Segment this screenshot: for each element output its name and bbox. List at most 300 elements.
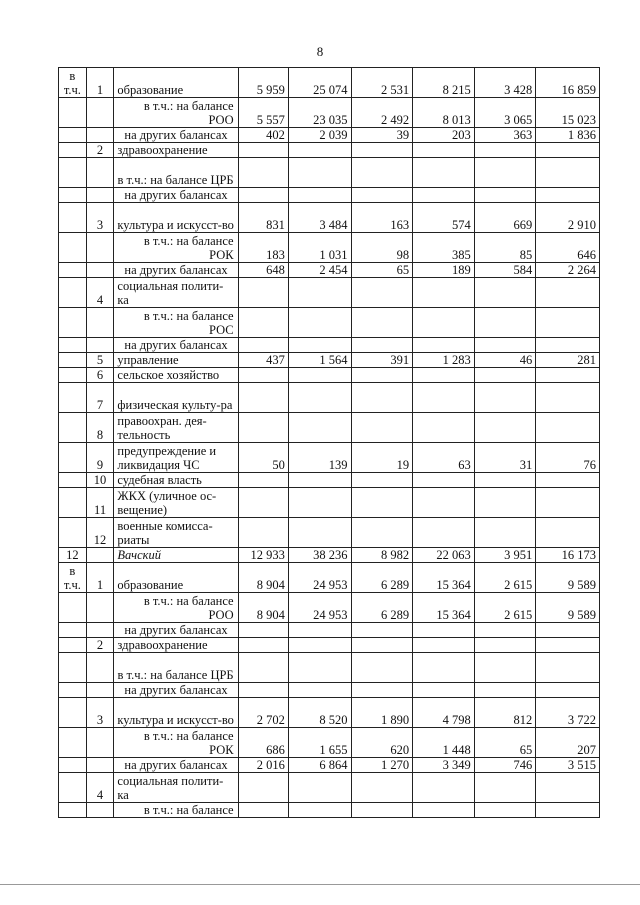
table-row <box>59 203 600 233</box>
row-group-cell <box>59 308 87 338</box>
row-group-cell <box>59 128 87 143</box>
value-cell: 574 <box>413 203 475 233</box>
value-cell <box>351 338 413 353</box>
row-index-cell: 4 <box>86 773 114 803</box>
value-cell <box>536 143 600 158</box>
value-cell: 8 982 <box>351 548 413 563</box>
row-label-cell: Вачский <box>114 548 238 563</box>
table-row <box>59 98 600 128</box>
value-cell <box>474 683 536 698</box>
row-index-cell: 1 <box>86 68 114 98</box>
value-cell <box>474 518 536 548</box>
value-cell: 76 <box>536 443 600 473</box>
row-group-cell <box>59 368 87 383</box>
value-cell <box>536 518 600 548</box>
value-cell <box>238 143 288 158</box>
value-cell <box>351 383 413 413</box>
row-label-cell: в т.ч.: на балансе ЦРБ <box>114 653 238 683</box>
row-index-cell: 2 <box>86 638 114 653</box>
row-group-cell <box>59 203 87 233</box>
row-group-cell <box>59 803 87 818</box>
value-cell: 2 702 <box>238 698 288 728</box>
value-cell: 16 859 <box>536 68 600 98</box>
value-cell <box>238 368 288 383</box>
value-cell: 9 589 <box>536 563 600 593</box>
row-group-cell <box>59 473 87 488</box>
row-group-cell <box>59 518 87 548</box>
value-cell <box>536 368 600 383</box>
row-label-cell: в т.ч.: на балансе РОО <box>114 593 238 623</box>
value-cell: 207 <box>536 728 600 758</box>
row-label-cell: на других балансах <box>114 128 238 143</box>
value-cell <box>536 773 600 803</box>
value-cell: 402 <box>238 128 288 143</box>
value-cell <box>413 413 475 443</box>
value-cell: 2 615 <box>474 563 536 593</box>
value-cell <box>351 278 413 308</box>
row-index-cell <box>86 233 114 263</box>
value-cell: 6 289 <box>351 593 413 623</box>
row-index-cell: 12 <box>86 518 114 548</box>
value-cell <box>238 623 288 638</box>
value-cell <box>413 488 475 518</box>
row-index-cell <box>86 728 114 758</box>
value-cell: 2 039 <box>288 128 351 143</box>
row-group-cell <box>59 623 87 638</box>
value-cell <box>413 188 475 203</box>
value-cell <box>288 473 351 488</box>
value-cell <box>288 278 351 308</box>
row-label-cell: предупреждение и ликвидация ЧС <box>114 443 238 473</box>
value-cell <box>474 413 536 443</box>
value-cell <box>351 368 413 383</box>
row-group-cell <box>59 278 87 308</box>
value-cell: 1 031 <box>288 233 351 263</box>
value-cell: 23 035 <box>288 98 351 128</box>
row-group-cell <box>59 698 87 728</box>
value-cell <box>238 473 288 488</box>
value-cell: 1 890 <box>351 698 413 728</box>
value-cell: 669 <box>474 203 536 233</box>
row-label-cell: ЖКХ (уличное ос-вещение) <box>114 488 238 518</box>
row-index-cell: 3 <box>86 698 114 728</box>
table-row <box>59 308 600 338</box>
table-row <box>59 773 600 803</box>
value-cell <box>351 308 413 338</box>
row-label-cell: на других балансах <box>114 338 238 353</box>
value-cell <box>536 383 600 413</box>
value-cell <box>536 653 600 683</box>
row-group-cell: в т.ч. <box>59 563 87 593</box>
value-cell: 1 270 <box>351 758 413 773</box>
value-cell <box>288 383 351 413</box>
value-cell: 25 074 <box>288 68 351 98</box>
value-cell <box>288 803 351 818</box>
row-index-cell: 5 <box>86 353 114 368</box>
row-index-cell: 3 <box>86 203 114 233</box>
row-index-cell <box>86 338 114 353</box>
value-cell: 2 492 <box>351 98 413 128</box>
value-cell: 646 <box>536 233 600 263</box>
row-label-cell: на других балансах <box>114 758 238 773</box>
row-label-cell: социальная полити-ка <box>114 773 238 803</box>
value-cell <box>474 623 536 638</box>
row-label-cell: военные комисса-риаты <box>114 518 238 548</box>
value-cell <box>474 143 536 158</box>
row-group-cell <box>59 233 87 263</box>
table-row <box>59 443 600 473</box>
value-cell <box>413 338 475 353</box>
value-cell: 5 557 <box>238 98 288 128</box>
value-cell <box>238 278 288 308</box>
value-cell: 391 <box>351 353 413 368</box>
value-cell <box>536 473 600 488</box>
value-cell <box>288 338 351 353</box>
scan-edge-line <box>0 884 640 885</box>
value-cell: 385 <box>413 233 475 263</box>
value-cell <box>351 413 413 443</box>
row-group-cell <box>59 383 87 413</box>
value-cell <box>413 143 475 158</box>
row-label-cell: здравоохранение <box>114 638 238 653</box>
value-cell <box>288 653 351 683</box>
row-index-cell: 1 <box>86 563 114 593</box>
value-cell <box>474 638 536 653</box>
value-cell <box>351 473 413 488</box>
value-cell <box>474 308 536 338</box>
value-cell: 3 951 <box>474 548 536 563</box>
value-cell <box>351 683 413 698</box>
row-index-cell <box>86 653 114 683</box>
table-row <box>59 758 600 773</box>
table-row <box>59 353 600 368</box>
value-cell: 39 <box>351 128 413 143</box>
value-cell: 189 <box>413 263 475 278</box>
row-label-cell: на других балансах <box>114 188 238 203</box>
value-cell: 9 589 <box>536 593 600 623</box>
table-row <box>59 683 600 698</box>
value-cell <box>288 683 351 698</box>
value-cell <box>536 623 600 638</box>
table-row <box>59 638 600 653</box>
row-label-cell: физическая культу-ра <box>114 383 238 413</box>
value-cell <box>536 158 600 188</box>
row-index-cell <box>86 683 114 698</box>
value-cell <box>288 143 351 158</box>
row-index-cell: 2 <box>86 143 114 158</box>
row-index-cell <box>86 803 114 818</box>
table-row <box>59 143 600 158</box>
value-cell <box>288 158 351 188</box>
row-group-cell <box>59 773 87 803</box>
value-cell: 3 065 <box>474 98 536 128</box>
value-cell: 2 016 <box>238 758 288 773</box>
value-cell: 648 <box>238 263 288 278</box>
value-cell: 24 953 <box>288 593 351 623</box>
value-cell <box>536 278 600 308</box>
row-label-cell: на других балансах <box>114 683 238 698</box>
table-row <box>59 653 600 683</box>
row-index-cell: 10 <box>86 473 114 488</box>
value-cell: 8 013 <box>413 98 475 128</box>
row-label-cell: в т.ч.: на балансе ЦРБ <box>114 158 238 188</box>
row-label-cell: культура и искусст-во <box>114 698 238 728</box>
value-cell <box>238 488 288 518</box>
value-cell <box>474 158 536 188</box>
value-cell: 8 520 <box>288 698 351 728</box>
value-cell: 8 215 <box>413 68 475 98</box>
row-index-cell <box>86 188 114 203</box>
value-cell: 24 953 <box>288 563 351 593</box>
row-group-cell <box>59 683 87 698</box>
value-cell: 363 <box>474 128 536 143</box>
row-group-cell <box>59 263 87 278</box>
table-row <box>59 188 600 203</box>
value-cell: 3 515 <box>536 758 600 773</box>
row-index-cell <box>86 128 114 143</box>
value-cell <box>238 308 288 338</box>
table-row <box>59 368 600 383</box>
value-cell: 63 <box>413 443 475 473</box>
row-group-cell <box>59 158 87 188</box>
row-index-cell <box>86 98 114 128</box>
value-cell <box>474 188 536 203</box>
value-cell: 16 173 <box>536 548 600 563</box>
row-label-cell: культура и искусст-во <box>114 203 238 233</box>
value-cell <box>474 278 536 308</box>
row-group-cell <box>59 413 87 443</box>
row-index-cell <box>86 158 114 188</box>
table-row <box>59 263 600 278</box>
row-index-cell <box>86 758 114 773</box>
value-cell <box>288 308 351 338</box>
row-index-cell: 7 <box>86 383 114 413</box>
value-cell: 1 448 <box>413 728 475 758</box>
table-row <box>59 68 600 98</box>
table-row <box>59 563 600 593</box>
value-cell <box>351 653 413 683</box>
value-cell: 1 836 <box>536 128 600 143</box>
value-cell <box>238 638 288 653</box>
row-index-cell: 11 <box>86 488 114 518</box>
row-label-cell: образование <box>114 563 238 593</box>
value-cell <box>238 383 288 413</box>
value-cell <box>536 488 600 518</box>
value-cell: 38 236 <box>288 548 351 563</box>
value-cell: 183 <box>238 233 288 263</box>
row-index-cell: 8 <box>86 413 114 443</box>
table-row <box>59 128 600 143</box>
value-cell: 686 <box>238 728 288 758</box>
table-body <box>59 68 600 818</box>
row-index-cell <box>86 548 114 563</box>
value-cell: 746 <box>474 758 536 773</box>
row-group-cell: в т.ч. <box>59 68 87 98</box>
value-cell <box>288 623 351 638</box>
value-cell: 2 531 <box>351 68 413 98</box>
value-cell <box>413 653 475 683</box>
row-group-cell <box>59 143 87 158</box>
table-row <box>59 383 600 413</box>
row-label-cell: в т.ч.: на балансе РОО <box>114 98 238 128</box>
value-cell <box>413 638 475 653</box>
value-cell: 65 <box>474 728 536 758</box>
row-group-cell <box>59 758 87 773</box>
row-group-cell <box>59 728 87 758</box>
value-cell: 2 264 <box>536 263 600 278</box>
value-cell: 1 564 <box>288 353 351 368</box>
value-cell <box>474 653 536 683</box>
row-index-cell <box>86 263 114 278</box>
value-cell: 98 <box>351 233 413 263</box>
value-cell <box>413 803 475 818</box>
value-cell <box>536 188 600 203</box>
value-cell <box>413 518 475 548</box>
value-cell: 2 454 <box>288 263 351 278</box>
value-cell: 437 <box>238 353 288 368</box>
value-cell: 3 722 <box>536 698 600 728</box>
value-cell <box>238 518 288 548</box>
value-cell: 139 <box>288 443 351 473</box>
value-cell: 812 <box>474 698 536 728</box>
value-cell <box>238 803 288 818</box>
value-cell: 281 <box>536 353 600 368</box>
table-row <box>59 698 600 728</box>
value-cell <box>351 188 413 203</box>
table-row <box>59 338 600 353</box>
value-cell <box>288 773 351 803</box>
value-cell: 1 655 <box>288 728 351 758</box>
table-row <box>59 728 600 758</box>
value-cell <box>413 278 475 308</box>
value-cell <box>238 338 288 353</box>
row-index-cell <box>86 593 114 623</box>
value-cell <box>474 368 536 383</box>
value-cell: 2 910 <box>536 203 600 233</box>
value-cell <box>413 383 475 413</box>
value-cell <box>351 773 413 803</box>
row-label-cell: в т.ч.: на балансе РОК <box>114 728 238 758</box>
row-index-cell <box>86 623 114 638</box>
value-cell <box>238 413 288 443</box>
value-cell <box>413 773 475 803</box>
value-cell <box>351 803 413 818</box>
row-group-cell <box>59 338 87 353</box>
value-cell: 46 <box>474 353 536 368</box>
table-row <box>59 518 600 548</box>
value-cell <box>536 638 600 653</box>
value-cell <box>238 773 288 803</box>
value-cell: 3 484 <box>288 203 351 233</box>
value-cell <box>238 188 288 203</box>
value-cell <box>413 158 475 188</box>
value-cell <box>536 338 600 353</box>
row-label-cell: управление <box>114 353 238 368</box>
row-label-cell: в т.ч.: на балансе РОК <box>114 233 238 263</box>
value-cell: 6 289 <box>351 563 413 593</box>
value-cell <box>351 158 413 188</box>
value-cell <box>351 143 413 158</box>
value-cell <box>238 158 288 188</box>
value-cell <box>536 683 600 698</box>
value-cell: 3 349 <box>413 758 475 773</box>
value-cell <box>474 773 536 803</box>
value-cell <box>351 488 413 518</box>
value-cell: 1 283 <box>413 353 475 368</box>
value-cell: 65 <box>351 263 413 278</box>
value-cell: 163 <box>351 203 413 233</box>
value-cell: 50 <box>238 443 288 473</box>
value-cell <box>288 188 351 203</box>
row-label-cell: на других балансах <box>114 263 238 278</box>
value-cell: 620 <box>351 728 413 758</box>
table-row <box>59 233 600 263</box>
page-number: 8 <box>316 44 324 59</box>
value-cell <box>536 803 600 818</box>
value-cell: 203 <box>413 128 475 143</box>
row-group-cell <box>59 443 87 473</box>
table-row <box>59 488 600 518</box>
value-cell <box>474 473 536 488</box>
row-label-cell: судебная власть <box>114 473 238 488</box>
row-label-cell: в т.ч.: на балансе <box>114 803 238 818</box>
value-cell <box>536 413 600 443</box>
value-cell <box>413 683 475 698</box>
row-group-cell <box>59 188 87 203</box>
value-cell <box>474 488 536 518</box>
value-cell <box>413 623 475 638</box>
value-cell <box>351 638 413 653</box>
value-cell <box>413 473 475 488</box>
row-label-cell: здравоохранение <box>114 143 238 158</box>
table-row <box>59 413 600 443</box>
table-row <box>59 473 600 488</box>
row-group-cell: 12 <box>59 548 87 563</box>
value-cell <box>413 308 475 338</box>
value-cell: 2 615 <box>474 593 536 623</box>
row-label-cell: правоохран. дея-тельность <box>114 413 238 443</box>
value-cell: 15 364 <box>413 563 475 593</box>
value-cell: 584 <box>474 263 536 278</box>
value-cell <box>288 518 351 548</box>
table-row <box>59 593 600 623</box>
value-cell: 31 <box>474 443 536 473</box>
value-cell <box>351 623 413 638</box>
value-cell <box>238 683 288 698</box>
row-group-cell <box>59 488 87 518</box>
value-cell: 85 <box>474 233 536 263</box>
row-group-cell <box>59 638 87 653</box>
value-cell: 3 428 <box>474 68 536 98</box>
table-row <box>59 623 600 638</box>
row-label-cell: на других балансах <box>114 623 238 638</box>
value-cell <box>536 308 600 338</box>
value-cell: 15 023 <box>536 98 600 128</box>
value-cell: 8 904 <box>238 563 288 593</box>
value-cell: 12 933 <box>238 548 288 563</box>
row-group-cell <box>59 98 87 128</box>
row-index-cell: 9 <box>86 443 114 473</box>
value-cell <box>474 338 536 353</box>
value-cell <box>413 368 475 383</box>
value-cell: 5 959 <box>238 68 288 98</box>
row-group-cell <box>59 353 87 368</box>
row-label-cell: сельское хозяйство <box>114 368 238 383</box>
row-group-cell <box>59 653 87 683</box>
value-cell <box>288 413 351 443</box>
value-cell: 6 864 <box>288 758 351 773</box>
table-row <box>59 803 600 818</box>
